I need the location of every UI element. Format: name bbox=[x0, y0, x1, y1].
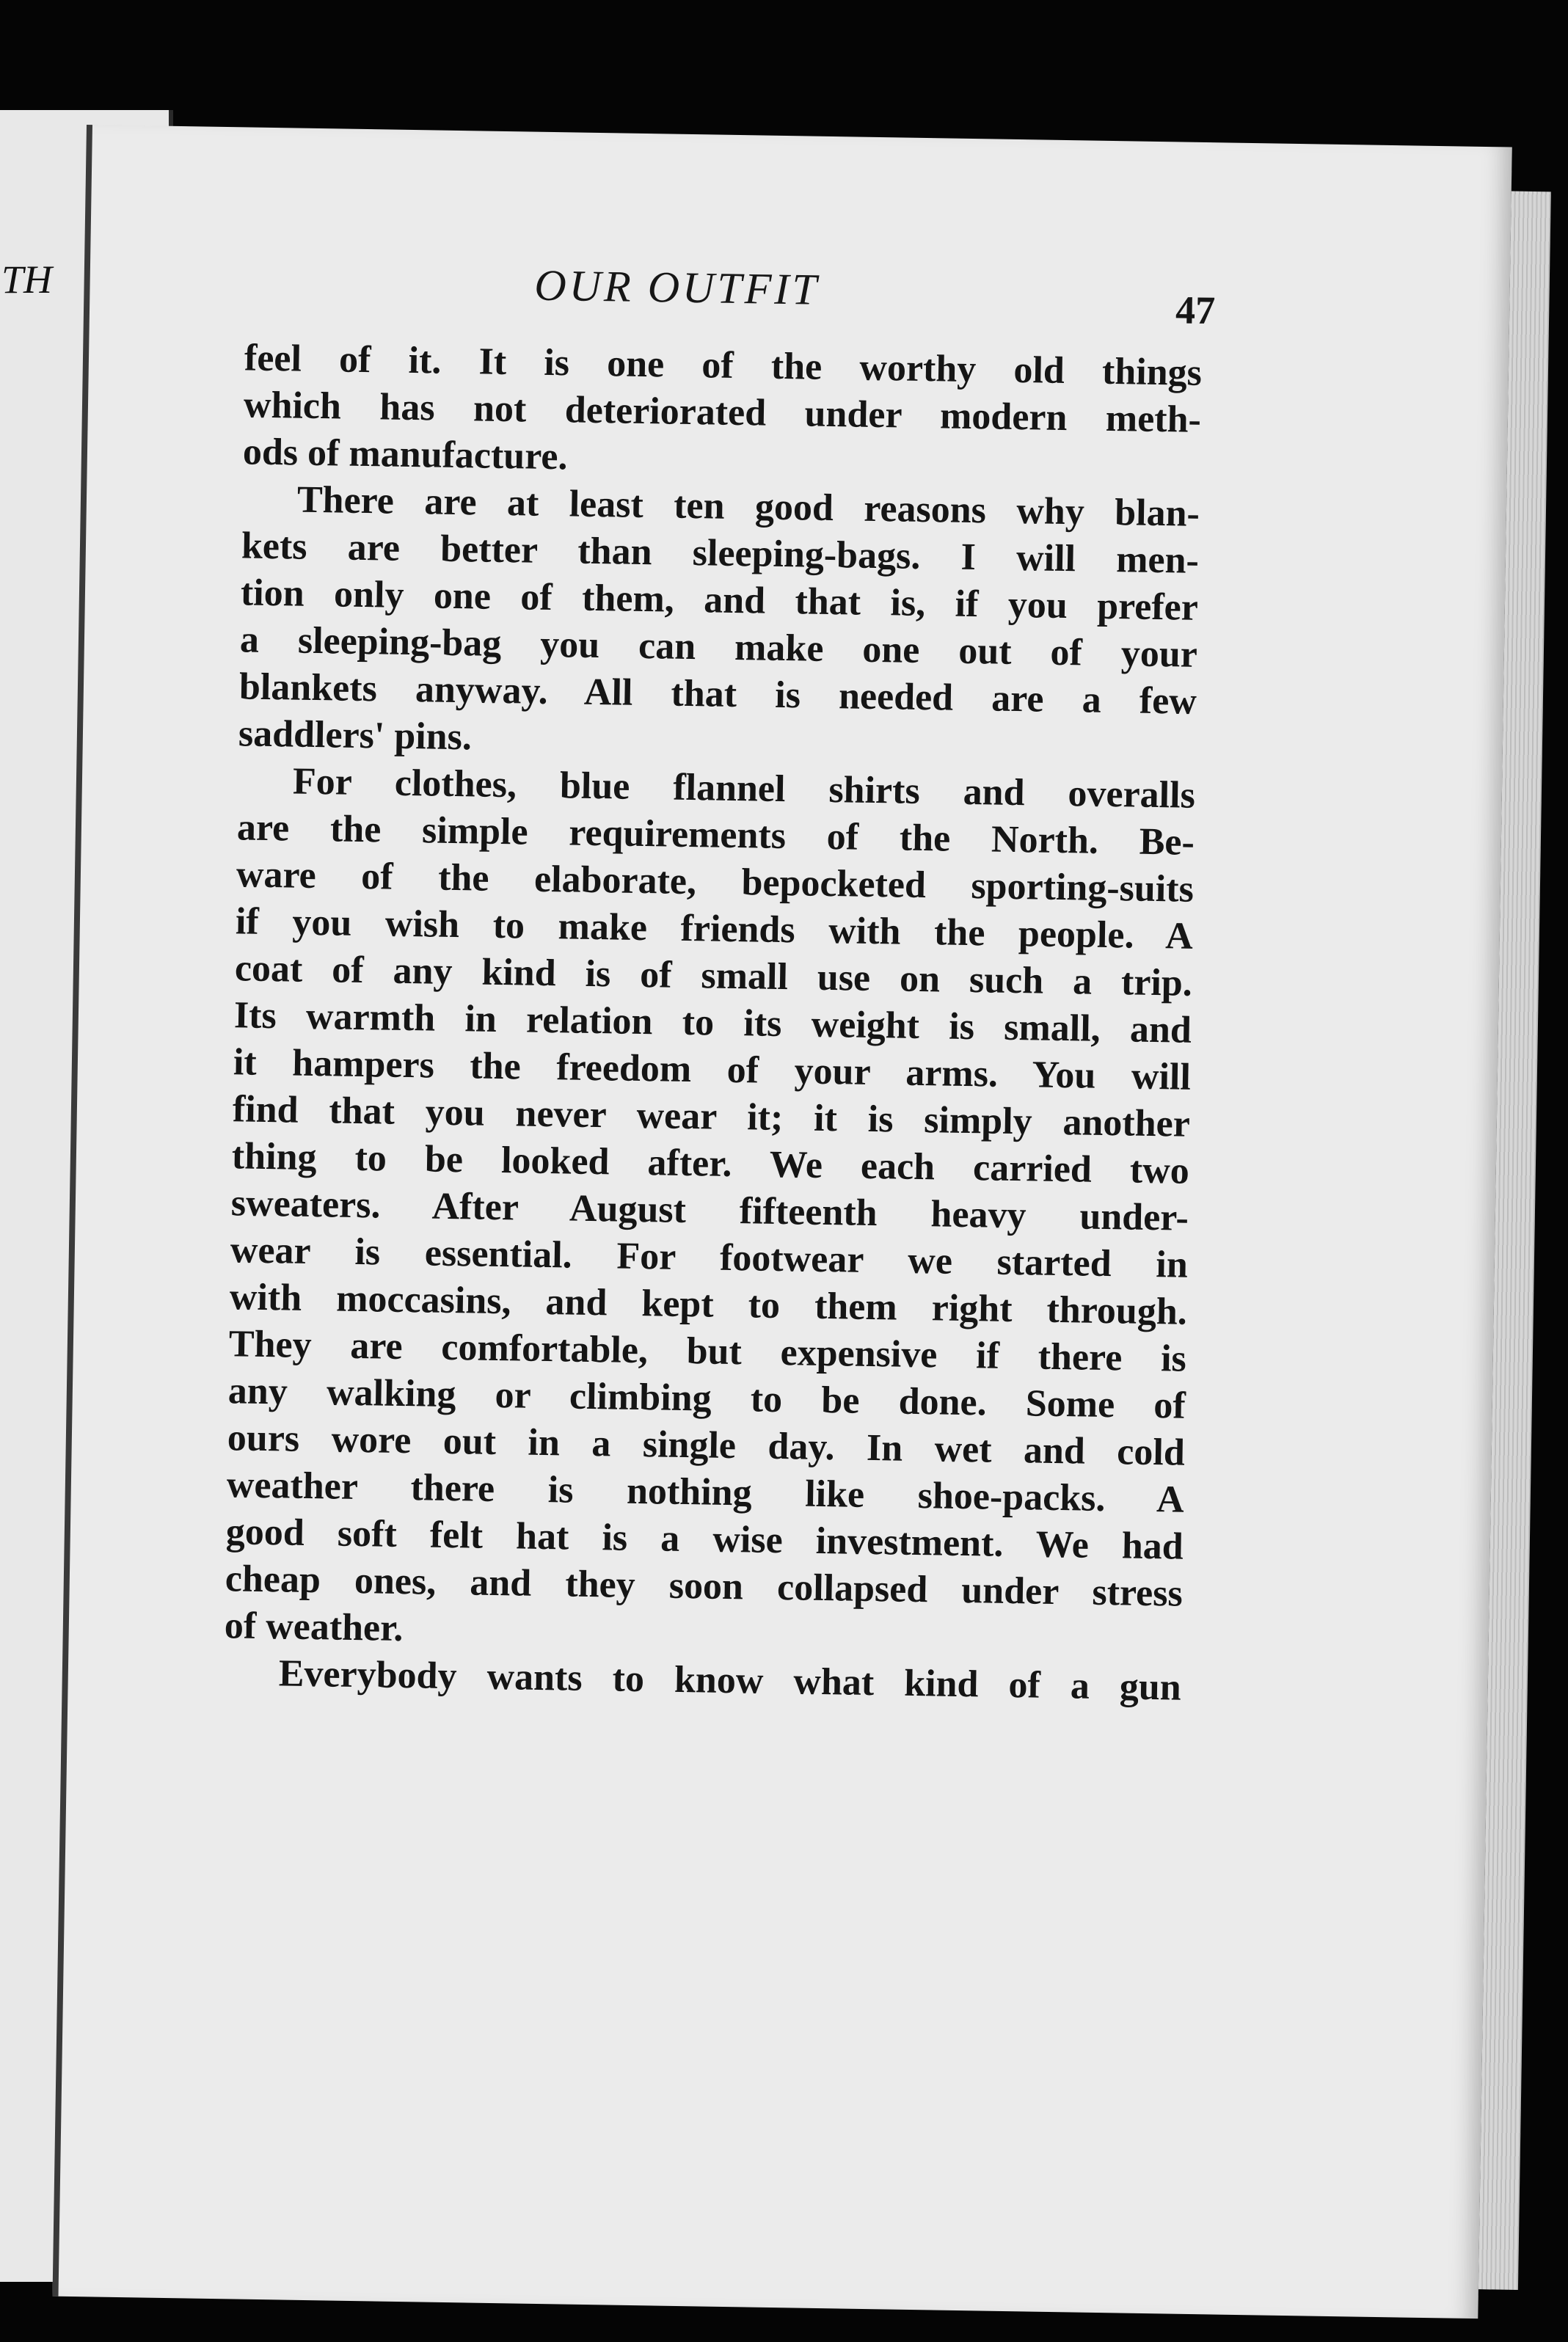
text-line: There are at least ten good reasons why blan- bbox=[296, 478, 1200, 535]
body-text bbox=[223, 335, 1202, 1711]
text-line: tion only one of them, and that is, if you prefer bbox=[240, 572, 1199, 629]
previous-page-running-head: TH bbox=[1, 258, 53, 302]
book-page bbox=[53, 125, 1512, 2319]
text-line: wear is essential. For footwear we started in bbox=[230, 1229, 1189, 1286]
running-head: OUR OUTFIT bbox=[533, 260, 820, 314]
text-line: are the simple requirements of the North. Be- bbox=[236, 806, 1195, 864]
page-edge bbox=[1478, 191, 1551, 2290]
text-line: blankets anyway. All that is needed are a few bbox=[238, 665, 1197, 723]
text-line: it hampers the freedom of your arms. You will bbox=[233, 1041, 1192, 1098]
text-line: ods of manufacture. bbox=[242, 431, 568, 478]
text-line: cheap ones, and they soon collapsed under stress bbox=[225, 1558, 1184, 1615]
text-line: find that you never wear it; it is simply another bbox=[232, 1088, 1191, 1145]
text-line: saddlers' pins. bbox=[238, 712, 473, 759]
text-line: with moccasins, and kept to them right through. bbox=[229, 1276, 1188, 1333]
text-line: ware of the elaborate, bepocketed sporting-suits bbox=[236, 853, 1195, 911]
text-line: good soft felt hat is a wise investment. We had bbox=[225, 1511, 1184, 1568]
text-line: ours wore out in a single day. In wet and cold bbox=[227, 1417, 1186, 1474]
text-line: of weather. bbox=[224, 1605, 404, 1650]
text-line: thing to be looked after. We each carried two bbox=[231, 1135, 1190, 1192]
text-line: feel of it. It is one of the worthy old things bbox=[244, 337, 1203, 394]
page-number: 47 bbox=[1175, 288, 1216, 333]
text-line: kets are better than sleeping-bags. I will men- bbox=[241, 525, 1200, 582]
text-line: Everybody wants to know what kind of a gun bbox=[278, 1652, 1182, 1709]
text-line: For clothes, blue flannel shirts and overalls bbox=[292, 760, 1196, 817]
text-line: any walking or climbing to be done. Some of bbox=[227, 1370, 1186, 1427]
text-line: which has not deteriorated under modern meth- bbox=[243, 384, 1202, 441]
text-line: a sleeping-bag you can make one out of your bbox=[239, 619, 1198, 676]
text-line: sweaters. After August fifteenth heavy under- bbox=[230, 1182, 1189, 1239]
text-line: if you wish to make friends with the people. A bbox=[235, 900, 1194, 957]
text-line: weather there is nothing like shoe-packs. A bbox=[226, 1464, 1185, 1521]
text-line: Its warmth in relation to its weight is small, and bbox=[233, 994, 1192, 1051]
text-line: coat of any kind is of small use on such a trip. bbox=[234, 947, 1193, 1004]
text-line: They are comfortable, but expensive if there is bbox=[228, 1323, 1187, 1380]
